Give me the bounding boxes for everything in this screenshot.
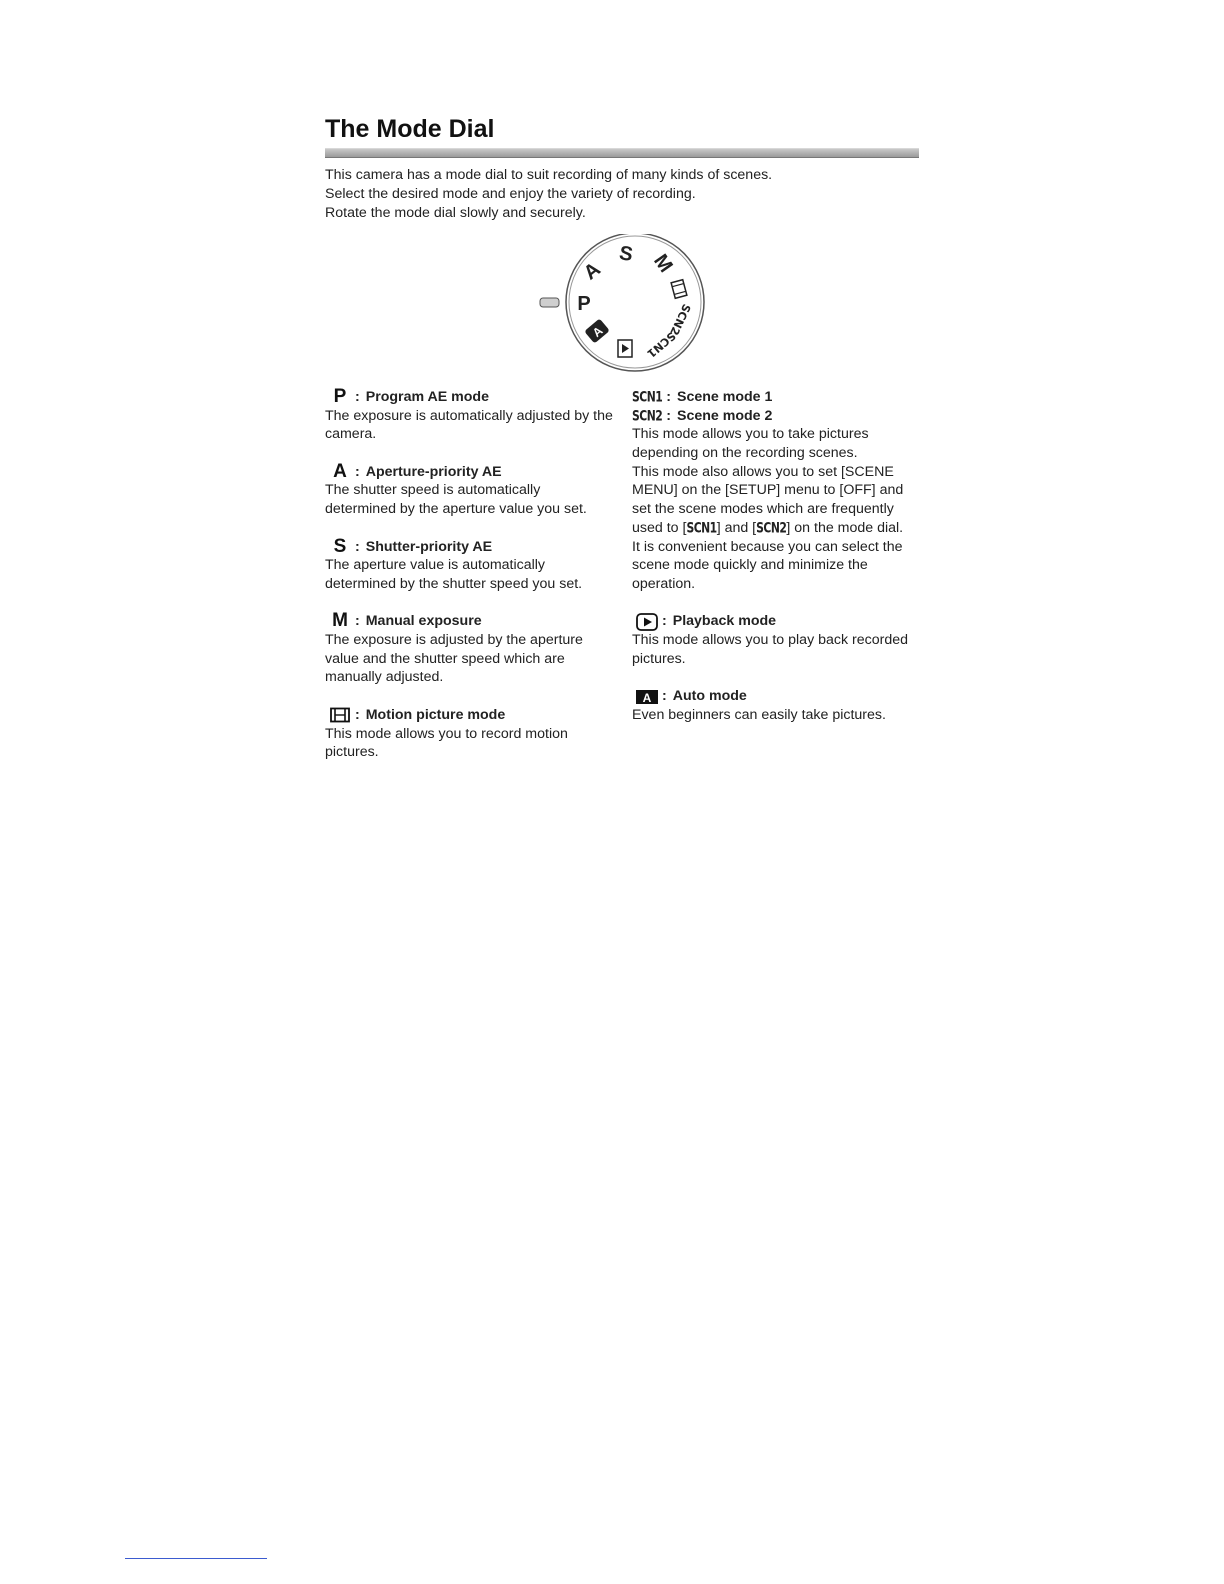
playback-icon (636, 613, 658, 631)
mode-header (632, 612, 922, 631)
mode-header (325, 706, 615, 725)
mode-symbol-m: M (332, 610, 348, 632)
scn1-icon: SCN1 (632, 388, 663, 406)
mode-name: Auto mode (672, 688, 747, 705)
mode-header (325, 612, 615, 631)
right-column (632, 388, 922, 743)
mode-name: Aperture-priority AE (365, 463, 502, 480)
mode-name: Program AE mode (365, 389, 489, 405)
mode-description: The aperture value is automatically determined by the shutter speed you set. (325, 557, 583, 592)
mode-header (632, 407, 922, 426)
dial-scn1-label: SCN1 (644, 329, 679, 361)
text-run: ] on the mode dial. (786, 519, 904, 536)
mode-name: Scene mode 1 (676, 389, 773, 405)
mode-entry-playback (632, 612, 922, 668)
left-column (325, 388, 615, 781)
title-underline (325, 148, 919, 158)
mode-name: Shutter-priority AE (365, 538, 493, 555)
footnote-rule (125, 1558, 267, 1559)
dial-letter-m: M (649, 250, 677, 277)
colon: : (355, 389, 360, 405)
dial-letter-s: S (617, 242, 635, 267)
mode-description: Even beginners can easily take pictures. (632, 706, 886, 723)
colon: : (355, 463, 360, 480)
mode-symbol-p: P (333, 386, 347, 407)
mode-dial-svg (539, 234, 709, 376)
mode-description: It is convenient because you can select the scene mode quickly and minimize the operation. (632, 538, 903, 592)
mode-symbol-a: A (333, 460, 347, 482)
text-run: ] and [ (716, 519, 757, 536)
mode-entry-auto (632, 687, 922, 724)
dial-letter-a: A (579, 258, 605, 285)
mode-header (632, 687, 922, 706)
colon: : (662, 688, 667, 705)
mode-description: The exposure is automatically adjusted by the camera. (325, 407, 613, 443)
dial-index-mark (540, 298, 559, 307)
intro-text (325, 166, 919, 222)
scn2-icon: SCN2 (756, 519, 787, 537)
dial-playback-icon (618, 340, 632, 357)
mode-name: Manual exposure (365, 613, 482, 630)
text-run: This mode also allows you to set [SCENE MENU] on the [SETUP] menu to [OFF] and set the scene modes which are frequently used to [ (632, 463, 904, 536)
mode-header (325, 460, 615, 482)
mode-dial-illustration (539, 234, 709, 376)
mode-description: The exposure is adjusted by the aperture value and the shutter speed which are manually adjusted. (325, 632, 583, 686)
intro-line: Rotate the mode dial slowly and securely. (325, 204, 586, 221)
mode-entry-m (325, 612, 615, 687)
mode-header (325, 535, 615, 557)
mode-header (632, 388, 922, 407)
mode-description: This mode allows you to take pictures depending on the recording scenes. (632, 426, 869, 462)
colon: : (662, 613, 667, 630)
mode-entry-p (325, 388, 615, 444)
mode-name: Playback mode (672, 613, 777, 630)
mode-name: Scene mode 2 (676, 407, 773, 424)
scn2-icon: SCN2 (632, 407, 663, 425)
auto-icon-letter: A (642, 690, 652, 705)
intro-line: Select the desired mode and enjoy the variety of recording. (325, 185, 696, 202)
auto-mode-icon (636, 689, 658, 705)
film-icon (329, 707, 351, 723)
mode-entry-a (325, 460, 615, 519)
colon: : (355, 706, 360, 723)
dial-scn2-label: SCN2 (667, 301, 694, 338)
mode-description: The shutter speed is automatically determined by the aperture value you set. (325, 482, 587, 518)
mode-description: This mode allows you to record motion pictures. (325, 725, 568, 761)
dial-letter-p: P (577, 293, 591, 315)
mode-description: This mode allows you to play back recorded pictures. (632, 632, 909, 667)
colon: : (666, 407, 671, 424)
mode-name: Motion picture mode (365, 706, 506, 723)
mode-entry-motion (325, 706, 615, 762)
mode-entry-s (325, 535, 615, 594)
mode-description (632, 463, 922, 538)
colon: : (666, 389, 671, 405)
mode-symbol-s: S (333, 535, 347, 557)
dial-auto-letter: A (589, 323, 606, 340)
intro-line: This camera has a mode dial to suit recording of many kinds of scenes. (325, 167, 773, 183)
colon: : (355, 538, 360, 555)
mode-entry-scene (632, 388, 922, 594)
page-title: The Mode Dial (325, 115, 495, 143)
manual-page (325, 112, 919, 761)
colon: : (355, 613, 360, 630)
mode-header (325, 388, 615, 407)
scn1-icon: SCN1 (686, 519, 717, 537)
